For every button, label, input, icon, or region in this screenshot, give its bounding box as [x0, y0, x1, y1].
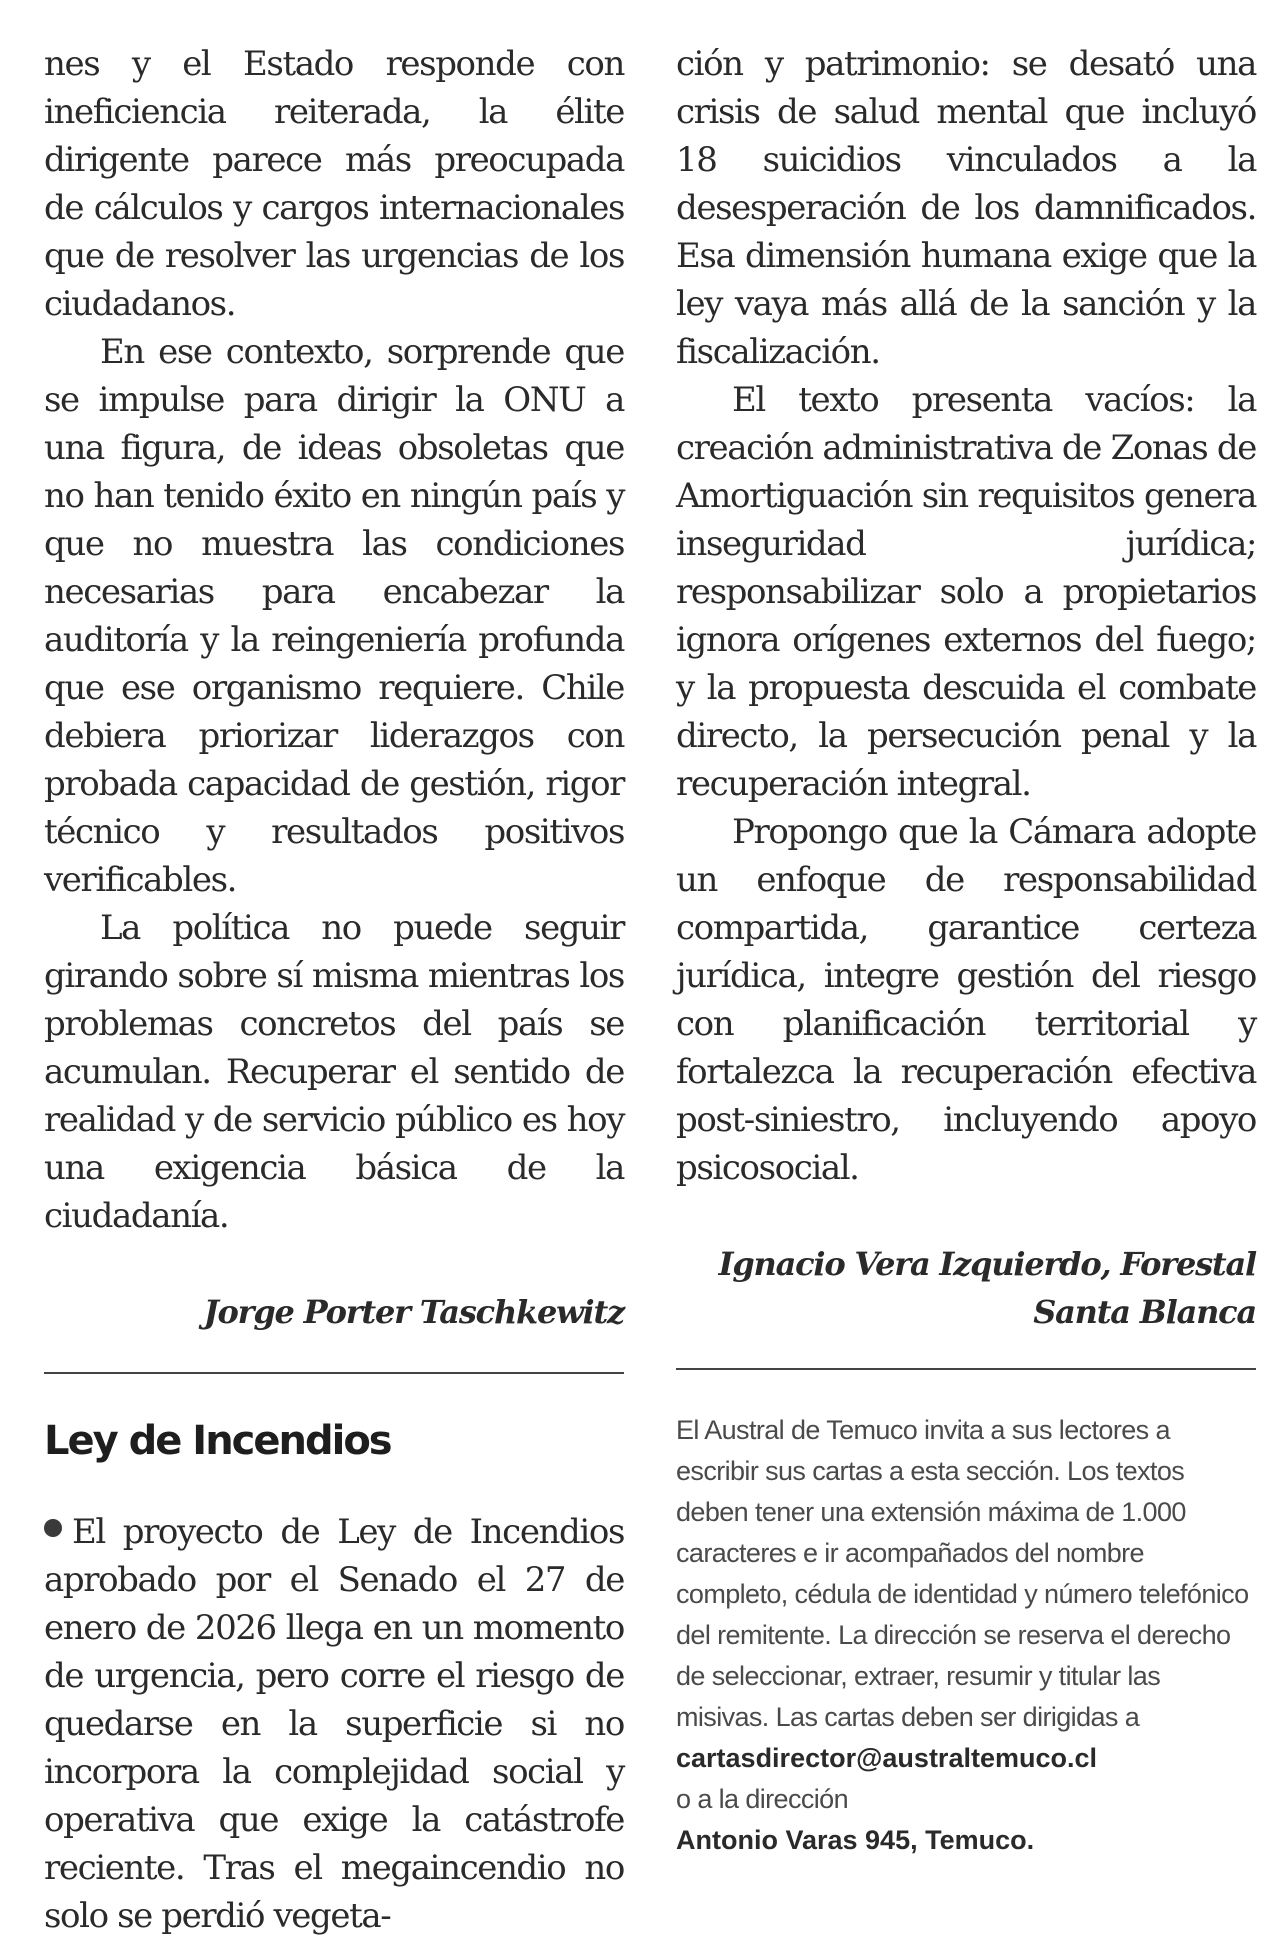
right-column	[676, 40, 1256, 1861]
letter-2-paragraph: El texto presenta vacíos: la creación administrativa de Zonas de Amortiguación sin requisitos genera inseguridad jurídica; responsabilizar solo a propietarios ignora orígenes externos del fuego; y la propuesta descuida el combate directo, la persecución penal y la recuperación integral.	[676, 380, 1256, 804]
letter-2-paragraph: ción y patrimonio: se desató una crisis de salud mental que incluyó 18 suicidios vinculados a la desesperación de los damnificados. Esa dimensión humana exige que la ley vaya más allá de la sanción y la fiscalización.	[676, 44, 1256, 372]
info-text: El Austral de Temuco invita a sus lectores a escribir sus cartas a esta sección. Los textos deben tener una extensión máxima de 1.000 caracteres e ir acompañados del nombre completo, cédula de identidad y número telefónico del remitente. La dirección se reserva el derecho de seleccionar, extraer, resumir y titular las misivas. Las cartas deben ser dirigidas a	[676, 1415, 1249, 1732]
letter-1-paragraph: En ese contexto, sorprende que se impulse para dirigir la ONU a una figura, de ideas obsoletas que no han tenido éxito en ningún país y que no muestra las condiciones necesarias para encabezar la auditoría y la reingeniería profunda que ese organismo requiere. Chile debiera priorizar liderazgos con probada capacidad de gestión, rigor técnico y resultados positivos verificables.	[44, 332, 624, 900]
info-box	[676, 1410, 1256, 1861]
email-link[interactable]: cartasdirector@australtemuco.cl	[676, 1743, 1097, 1773]
letter-2-paragraph: Propongo que la Cámara adopte un enfoque de responsabilidad compartida, garantice certeza jurídica, integre gestión del riesgo con planificación territorial y fortalezca la recuperación efectiva post-siniestro, incluyendo apoyo psicosocial.	[676, 812, 1256, 1188]
letter-2-title: Ley de Incendios	[44, 1418, 391, 1464]
divider	[676, 1368, 1256, 1370]
letter-2-intro	[44, 1508, 624, 1940]
letter-1-author: Jorge Porter Taschkewitz	[203, 1293, 624, 1331]
divider	[44, 1372, 624, 1374]
letter-2-intro-text: El proyecto de Ley de Incendios aprobado por el Senado el 27 de enero de 2026 llega en un momento de urgencia, pero corre el riesgo de quedarse en la superficie si no incorpora la complejidad social y operativa que exige la catástrofe reciente. Tras el megaincendio no solo se perdió vegeta-	[44, 1512, 624, 1936]
letter-2-author: Ignacio Vera Izquierdo, Forestal Santa Blanca	[718, 1245, 1256, 1331]
bullet-icon	[44, 1519, 62, 1537]
letter-1-paragraph: La política no puede seguir girando sobre sí misma mientras los problemas concretos del país se acumulan. Recuperar el sentido de realidad y de servicio público es hoy una exigencia básica de la ciudadanía.	[44, 908, 624, 1236]
address-intro: o a la dirección	[676, 1784, 849, 1814]
address: Antonio Varas 945, Temuco.	[676, 1825, 1035, 1855]
letter-2-body	[676, 40, 1256, 1192]
letter-1-body	[44, 40, 624, 1240]
letter-1-paragraph: nes y el Estado responde con ineficiencia reiterada, la élite dirigente parece más preocupada de cálculos y cargos internacionales que de resolver las urgencias de los ciudadanos.	[44, 44, 624, 324]
left-column	[44, 40, 624, 1940]
